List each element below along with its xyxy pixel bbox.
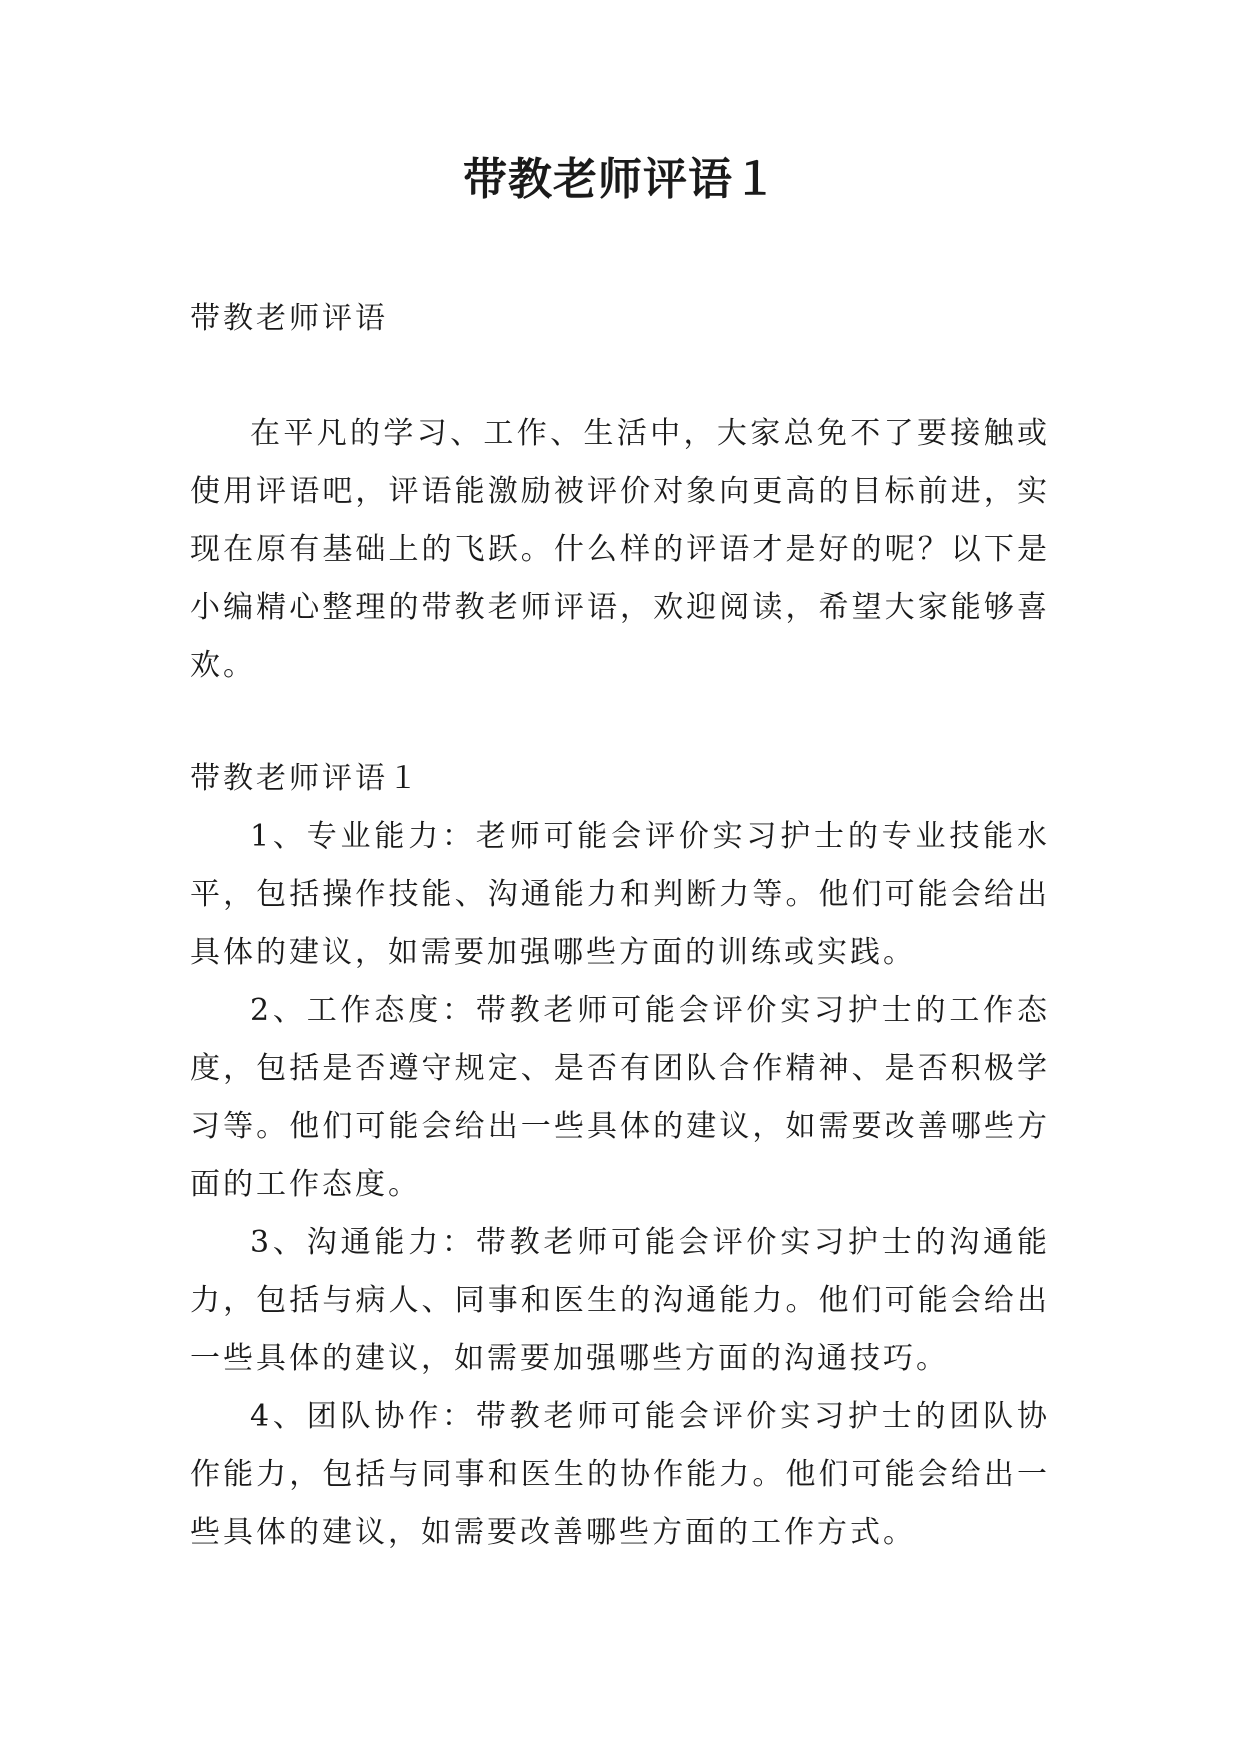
document-subtitle: 带教老师评语 <box>190 301 388 336</box>
comment-item-work-attitude: 2、工作态度：带教老师可能会评价实习护士的工作态度，包括是否遵守规定、是否有团队合作精神、是否积极学习等。他们可能会给出一些具体的建议，如需要改善哪些方面的工作态度。 <box>190 993 1050 1202</box>
section-heading: 带教老师评语１ <box>190 761 421 796</box>
comment-item-professional-ability: 1、专业能力：老师可能会评价实习护士的专业技能水平，包括操作技能、沟通能力和判断力等。他们可能会给出具体的建议，如需要加强哪些方面的训练或实践。 <box>190 819 1050 970</box>
comment-item-communication: 3、沟通能力：带教老师可能会评价实习护士的沟通能力，包括与病人、同事和医生的沟通能力。他们可能会给出一些具体的建议，如需要加强哪些方面的沟通技巧。 <box>190 1225 1050 1376</box>
comment-list <box>190 808 1050 1562</box>
comment-item-teamwork: 4、团队协作：带教老师可能会评价实习护士的团队协作能力，包括与同事和医生的协作能力。他们可能会给出一些具体的建议，如需要改善哪些方面的工作方式。 <box>190 1399 1050 1550</box>
intro-paragraph: 在平凡的学习、工作、生活中，大家总免不了要接触或使用评语吧，评语能激励被评价对象向更高的目标前进，实现在原有基础上的飞跃。什么样的评语才是好的呢？以下是小编精心整理的带教老师评语，欢迎阅读，希望大家能够喜欢。 <box>190 416 1050 683</box>
document-title: 带教老师评语１ <box>463 154 778 205</box>
